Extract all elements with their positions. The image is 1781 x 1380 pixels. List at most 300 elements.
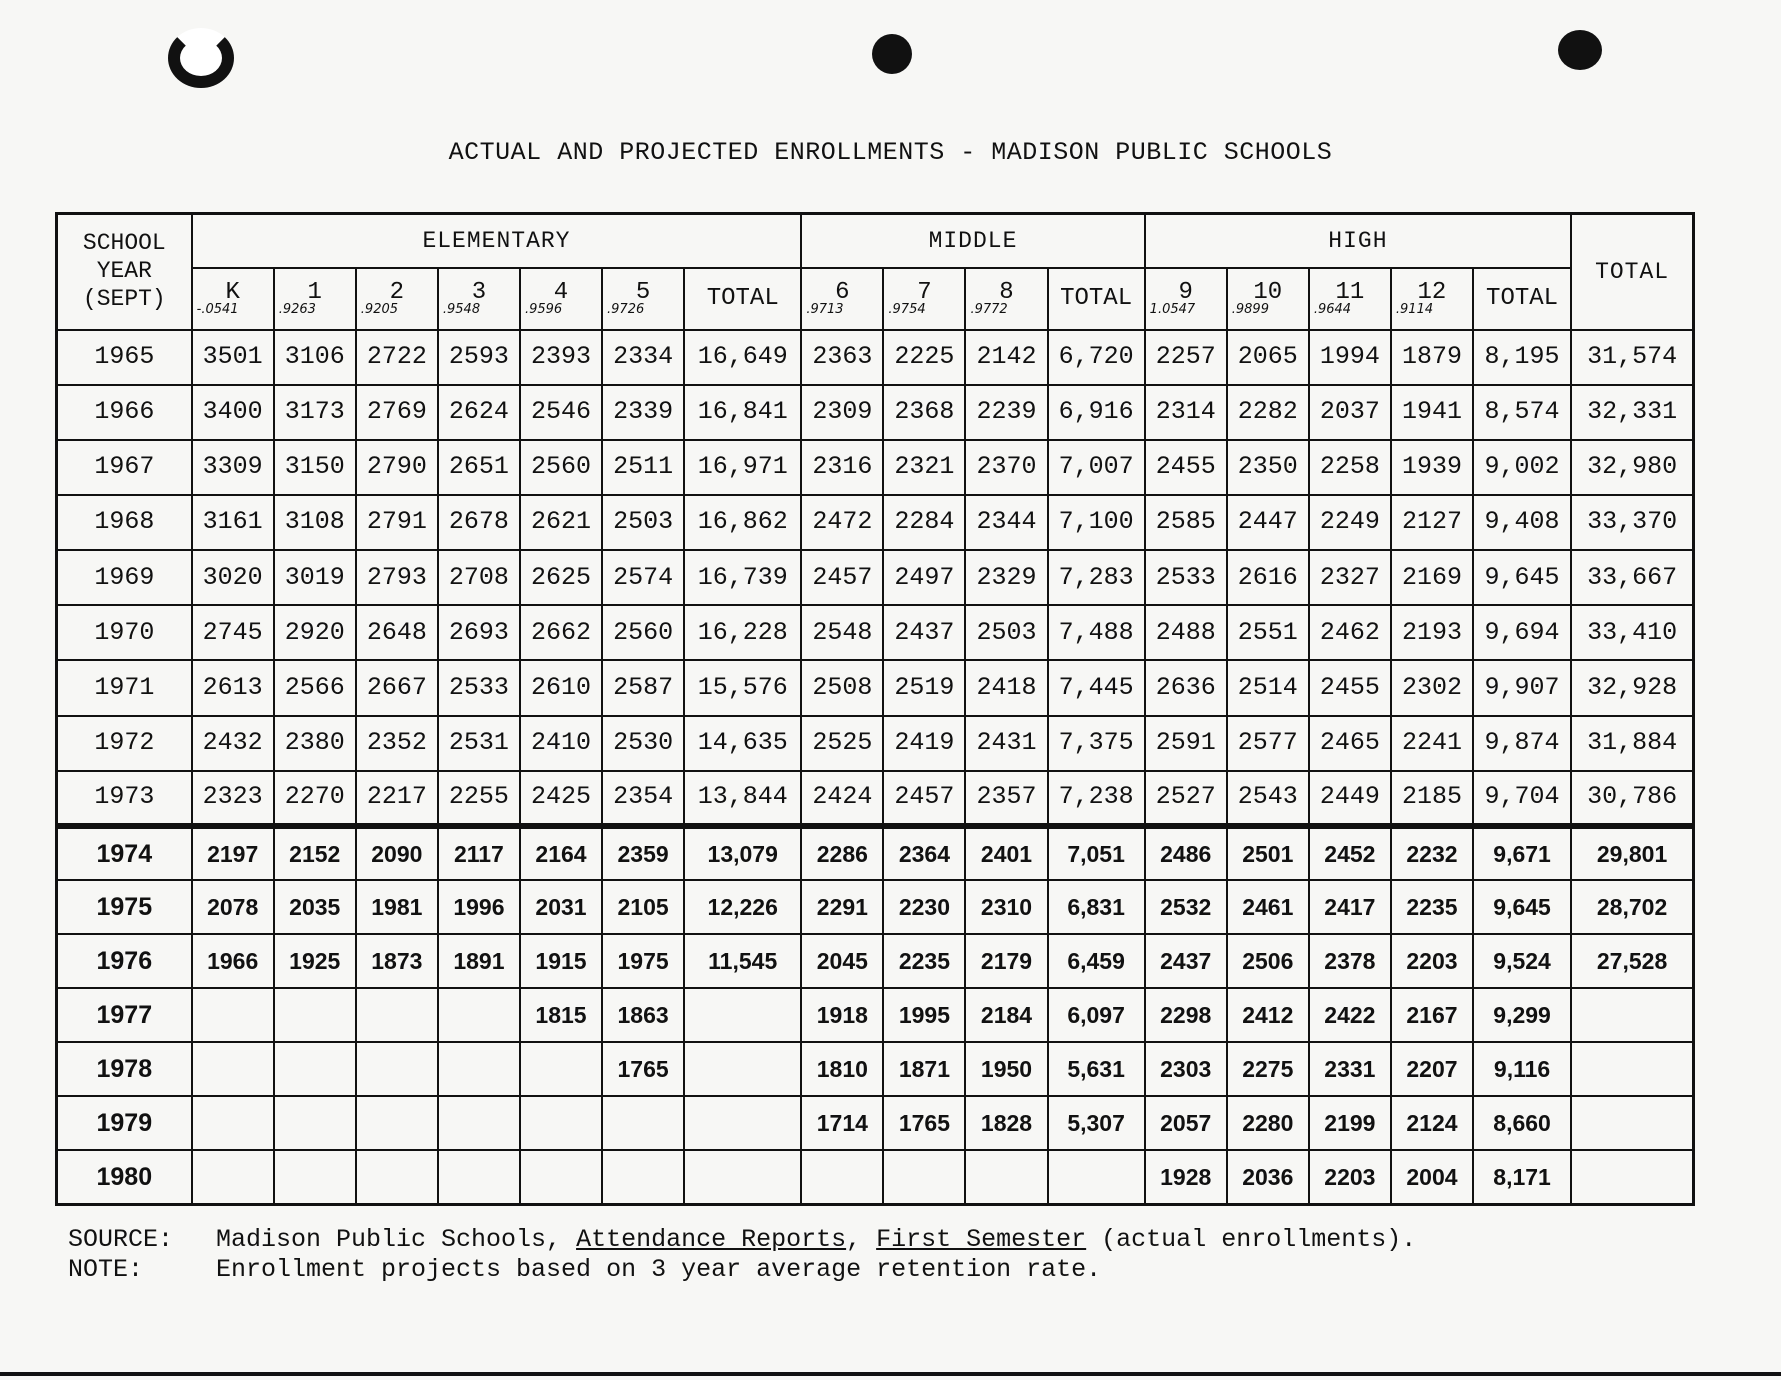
punch-hole-left <box>168 28 234 88</box>
enrollment-cell: 3501 <box>192 330 274 385</box>
enrollment-cell: 2334 <box>602 330 684 385</box>
enrollment-cell: 2323 <box>192 771 274 826</box>
enrollment-cell: 27,528 <box>1571 934 1693 988</box>
enrollment-cell: 1994 <box>1309 330 1391 385</box>
school-year-cell: 1968 <box>57 495 192 550</box>
enrollment-cell: 2418 <box>965 660 1047 715</box>
enrollment-cell: 2722 <box>356 330 438 385</box>
enrollment-cell: 2455 <box>1309 660 1391 715</box>
retention-rate: .9772 <box>970 302 1008 318</box>
enrollment-cell <box>1571 988 1693 1042</box>
enrollment-cell: 2587 <box>602 660 684 715</box>
enrollment-cell: 2239 <box>965 385 1047 440</box>
enrollment-cell: 9,671 <box>1473 826 1571 880</box>
retention-rate: .9596 <box>524 302 563 318</box>
enrollment-cell: 1871 <box>883 1042 965 1096</box>
enrollment-cell: 2527 <box>1145 771 1227 826</box>
enrollment-cell: 2560 <box>602 605 684 660</box>
enrollment-cell: 1765 <box>883 1096 965 1150</box>
school-year-cell: 1969 <box>57 550 192 605</box>
enrollment-cell: 2282 <box>1227 385 1309 440</box>
enrollment-cell: 8,660 <box>1473 1096 1571 1150</box>
enrollment-cell: 2380 <box>274 716 356 771</box>
enrollment-cell <box>801 1150 883 1204</box>
enrollment-cell: 2359 <box>602 826 684 880</box>
enrollment-cell: 2497 <box>883 550 965 605</box>
enrollment-cell: 2419 <box>883 716 965 771</box>
grade-header <box>274 268 356 330</box>
table-row <box>57 771 1694 826</box>
grade-header <box>1309 268 1391 330</box>
enrollment-cell: 2310 <box>965 880 1047 934</box>
enrollment-cell <box>192 1096 274 1150</box>
enrollment-cell: 2465 <box>1309 716 1391 771</box>
school-year-cell: 1976 <box>57 934 192 988</box>
enrollment-cell: 33,667 <box>1571 550 1693 605</box>
enrollment-cell: 2525 <box>801 716 883 771</box>
enrollment-cell: 2309 <box>801 385 883 440</box>
enrollment-cell: 2357 <box>965 771 1047 826</box>
enrollment-cell: 2532 <box>1145 880 1227 934</box>
enrollment-cell: 1966 <box>192 934 274 988</box>
enrollment-cell: 2036 <box>1227 1150 1309 1204</box>
footnotes <box>68 1225 1416 1285</box>
table-row <box>57 716 1694 771</box>
source-suffix: (actual enrollments). <box>1086 1225 1417 1254</box>
enrollment-cell: 2303 <box>1145 1042 1227 1096</box>
retention-rate: 1.0547 <box>1149 302 1196 318</box>
enrollment-cell <box>520 1042 602 1096</box>
retention-rate: .9644 <box>1313 302 1352 318</box>
source-attendance-reports: Attendance Reports <box>576 1225 847 1254</box>
enrollment-cell: 2455 <box>1145 440 1227 495</box>
enrollment-cell: 13,079 <box>684 826 801 880</box>
school-year-cell: 1967 <box>57 440 192 495</box>
subtotal-header <box>1473 268 1571 330</box>
enrollment-cell: 2302 <box>1391 660 1473 715</box>
source-label: SOURCE: <box>68 1225 174 1254</box>
enrollment-cell <box>684 988 801 1042</box>
enrollment-cell: 15,576 <box>684 660 801 715</box>
enrollment-cell: 9,704 <box>1473 771 1571 826</box>
school-year-cell: 1974 <box>57 826 192 880</box>
enrollment-cell: 2152 <box>274 826 356 880</box>
enrollment-cell: 2378 <box>1309 934 1391 988</box>
table-row <box>57 605 1694 660</box>
enrollment-cell: 2321 <box>883 440 965 495</box>
enrollment-cell: 2329 <box>965 550 1047 605</box>
enrollment-cell: 9,002 <box>1473 440 1571 495</box>
enrollment-cell: 2530 <box>602 716 684 771</box>
enrollment-cell: 9,116 <box>1473 1042 1571 1096</box>
grade-label: 6 <box>835 279 850 307</box>
enrollment-cell: 2370 <box>965 440 1047 495</box>
grade-header <box>1227 268 1309 330</box>
enrollment-cell: 2533 <box>438 660 520 715</box>
enrollment-cell: 2045 <box>801 934 883 988</box>
school-year-header-line: (SEPT) <box>82 285 166 312</box>
enrollment-cell: 1828 <box>965 1096 1047 1150</box>
enrollment-cell: 2546 <box>520 385 602 440</box>
enrollment-cell: 8,171 <box>1473 1150 1571 1204</box>
grade-label: 2 <box>389 279 405 307</box>
page-title: ACTUAL AND PROJECTED ENROLLMENTS - MADISON PUBLIC SCHOOLS <box>448 138 1333 167</box>
enrollment-cell: 2452 <box>1309 826 1391 880</box>
enrollment-cell: 2179 <box>965 934 1047 988</box>
enrollment-cell: 2184 <box>965 988 1047 1042</box>
enrollment-cell: 16,841 <box>684 385 801 440</box>
enrollment-cell <box>192 1042 274 1096</box>
enrollment-cell: 2232 <box>1391 826 1473 880</box>
enrollment-cell: 2920 <box>274 605 356 660</box>
enrollment-cell: 2401 <box>965 826 1047 880</box>
enrollment-cell: 2577 <box>1227 716 1309 771</box>
enrollment-cell: 2090 <box>356 826 438 880</box>
school-year-cell: 1971 <box>57 660 192 715</box>
enrollment-cell: 3108 <box>274 495 356 550</box>
enrollment-cell: 7,283 <box>1048 550 1145 605</box>
high-group-header: HIGH <box>1145 214 1571 268</box>
enrollment-cell: 2235 <box>883 934 965 988</box>
enrollment-cell: 2508 <box>801 660 883 715</box>
retention-rate: -.0541 <box>196 302 239 318</box>
enrollment-cell: 7,488 <box>1048 605 1145 660</box>
enrollment-cell: 7,238 <box>1048 771 1145 826</box>
enrollment-cell: 2613 <box>192 660 274 715</box>
source-first-semester: First Semester <box>876 1225 1087 1254</box>
enrollment-cell: 32,331 <box>1571 385 1693 440</box>
enrollment-cell: 2790 <box>356 440 438 495</box>
table-row <box>57 1150 1694 1204</box>
enrollment-cell: 2511 <box>602 440 684 495</box>
enrollment-cell: 3173 <box>274 385 356 440</box>
grade-header <box>965 268 1047 330</box>
table-row <box>57 1096 1694 1150</box>
method-note <box>68 1255 1416 1285</box>
school-year-header-line: SCHOOL <box>82 230 166 257</box>
enrollment-cell: 2585 <box>1145 495 1227 550</box>
enrollment-cell: 31,884 <box>1571 716 1693 771</box>
enrollment-cell: 1765 <box>602 1042 684 1096</box>
enrollment-cell <box>356 988 438 1042</box>
enrollment-cell <box>684 1150 801 1204</box>
enrollment-cell: 2004 <box>1391 1150 1473 1204</box>
grade-label: TOTAL <box>706 284 779 312</box>
enrollment-cell: 2193 <box>1391 605 1473 660</box>
source-note <box>68 1225 1416 1255</box>
enrollment-cell: 2280 <box>1227 1096 1309 1150</box>
retention-rate: .9548 <box>442 302 481 318</box>
enrollment-cell: 2410 <box>520 716 602 771</box>
enrollment-cell <box>274 1042 356 1096</box>
enrollment-cell: 2169 <box>1391 550 1473 605</box>
punch-hole-middle <box>872 34 912 74</box>
enrollment-cell: 2241 <box>1391 716 1473 771</box>
enrollment-cell: 11,545 <box>684 934 801 988</box>
bottom-rule <box>0 1372 1781 1376</box>
school-year-cell: 1973 <box>57 771 192 826</box>
enrollment-cell: 1891 <box>438 934 520 988</box>
enrollment-cell: 1863 <box>602 988 684 1042</box>
grade-label: 3 <box>471 279 487 307</box>
enrollment-cell <box>602 1150 684 1204</box>
enrollment-cell: 5,631 <box>1048 1042 1145 1096</box>
enrollment-cell: 3400 <box>192 385 274 440</box>
enrollment-cell: 2648 <box>356 605 438 660</box>
subtotal-header <box>1048 268 1145 330</box>
enrollment-cell: 2199 <box>1309 1096 1391 1150</box>
enrollment-cell: 2437 <box>883 605 965 660</box>
enrollment-cell: 1873 <box>356 934 438 988</box>
enrollment-cell: 5,307 <box>1048 1096 1145 1150</box>
enrollment-cell: 2230 <box>883 880 965 934</box>
retention-rate: .9726 <box>607 302 645 318</box>
table-row <box>57 826 1694 880</box>
enrollment-cell: 29,801 <box>1571 826 1693 880</box>
enrollment-cell <box>356 1096 438 1150</box>
enrollment-cell: 2531 <box>438 716 520 771</box>
enrollment-cell: 1950 <box>965 1042 1047 1096</box>
enrollment-cell <box>520 1096 602 1150</box>
enrollment-cell: 2257 <box>1145 330 1227 385</box>
school-year-header-line: YEAR <box>96 257 152 284</box>
table-row <box>57 934 1694 988</box>
enrollment-cell: 3161 <box>192 495 274 550</box>
enrollment-cell: 3106 <box>274 330 356 385</box>
enrollment-cell <box>520 1150 602 1204</box>
enrollment-cell: 2105 <box>602 880 684 934</box>
grade-header <box>438 268 520 330</box>
grade-label: 11 <box>1335 279 1365 307</box>
enrollment-cell: 2031 <box>520 880 602 934</box>
enrollment-cell: 14,635 <box>684 716 801 771</box>
grade-label: 5 <box>635 279 651 307</box>
enrollment-cell: 1981 <box>356 880 438 934</box>
enrollment-cell: 32,928 <box>1571 660 1693 715</box>
enrollment-cell: 2793 <box>356 550 438 605</box>
enrollment-cell: 7,100 <box>1048 495 1145 550</box>
enrollment-cell: 2393 <box>520 330 602 385</box>
enrollment-cell: 2591 <box>1145 716 1227 771</box>
enrollment-cell: 2249 <box>1309 495 1391 550</box>
enrollment-cell: 2449 <box>1309 771 1391 826</box>
enrollment-cell: 33,370 <box>1571 495 1693 550</box>
enrollment-cell: 2284 <box>883 495 965 550</box>
enrollment-cell: 2651 <box>438 440 520 495</box>
enrollment-cell: 1975 <box>602 934 684 988</box>
table-row <box>57 330 1694 385</box>
enrollment-cell: 2457 <box>883 771 965 826</box>
grade-label: K <box>225 279 240 307</box>
enrollment-cell: 2291 <box>801 880 883 934</box>
enrollment-cell: 2197 <box>192 826 274 880</box>
note-years: 3 <box>651 1255 667 1284</box>
enrollment-cell <box>192 1150 274 1204</box>
enrollment-cell: 9,694 <box>1473 605 1571 660</box>
enrollment-cell: 7,375 <box>1048 716 1145 771</box>
enrollment-cell: 2350 <box>1227 440 1309 495</box>
source-text: Madison Public Schools, <box>216 1225 577 1254</box>
enrollment-cell <box>684 1042 801 1096</box>
grade-header <box>520 268 602 330</box>
enrollment-cell: 2185 <box>1391 771 1473 826</box>
enrollment-cell <box>1571 1042 1693 1096</box>
enrollment-cell <box>684 1096 801 1150</box>
grade-header <box>602 268 684 330</box>
enrollment-cell: 2625 <box>520 550 602 605</box>
enrollment-cell: 1928 <box>1145 1150 1227 1204</box>
table-row <box>57 385 1694 440</box>
enrollment-cell: 9,524 <box>1473 934 1571 988</box>
enrollment-cell: 2270 <box>274 771 356 826</box>
enrollment-cell: 2745 <box>192 605 274 660</box>
enrollment-cell: 2255 <box>438 771 520 826</box>
enrollment-cell: 2501 <box>1227 826 1309 880</box>
school-year-cell: 1978 <box>57 1042 192 1096</box>
enrollment-cell: 2503 <box>602 495 684 550</box>
enrollment-cell <box>438 1096 520 1150</box>
enrollment-cell: 2447 <box>1227 495 1309 550</box>
enrollment-cell: 2506 <box>1227 934 1309 988</box>
enrollment-cell: 2363 <box>801 330 883 385</box>
enrollment-cell: 2621 <box>520 495 602 550</box>
enrollment-cell: 2142 <box>965 330 1047 385</box>
enrollment-cell: 32,980 <box>1571 440 1693 495</box>
enrollment-cell: 16,862 <box>684 495 801 550</box>
enrollment-cell: 2352 <box>356 716 438 771</box>
enrollment-cell: 2425 <box>520 771 602 826</box>
enrollment-cell: 2422 <box>1309 988 1391 1042</box>
enrollment-cell: 2275 <box>1227 1042 1309 1096</box>
enrollment-cell <box>274 1096 356 1150</box>
enrollment-cell: 2364 <box>883 826 965 880</box>
enrollment-cell: 1996 <box>438 880 520 934</box>
retention-rate: .9754 <box>888 302 926 318</box>
enrollment-cell: 9,645 <box>1473 880 1571 934</box>
grade-label: 8 <box>999 279 1014 307</box>
enrollment-cell: 2327 <box>1309 550 1391 605</box>
enrollment-cell: 2791 <box>356 495 438 550</box>
enrollment-cell: 2316 <box>801 440 883 495</box>
enrollment-cell <box>274 1150 356 1204</box>
enrollment-cell: 2217 <box>356 771 438 826</box>
enrollment-cell: 2593 <box>438 330 520 385</box>
enrollment-cell: 2417 <box>1309 880 1391 934</box>
grade-label: 9 <box>1178 279 1193 307</box>
enrollment-cell: 2472 <box>801 495 883 550</box>
enrollment-cell <box>883 1150 965 1204</box>
enrollment-cell: 2225 <box>883 330 965 385</box>
enrollment-cell <box>602 1096 684 1150</box>
enrollment-cell: 16,971 <box>684 440 801 495</box>
enrollment-cell: 2566 <box>274 660 356 715</box>
enrollment-cell: 13,844 <box>684 771 801 826</box>
note-label: NOTE: <box>68 1255 144 1284</box>
school-year-cell: 1972 <box>57 716 192 771</box>
enrollment-cell: 2488 <box>1145 605 1227 660</box>
enrollment-cell: 3150 <box>274 440 356 495</box>
retention-rate: .9713 <box>806 302 844 318</box>
retention-rate: .9114 <box>1395 302 1434 318</box>
enrollment-cell: 2203 <box>1391 934 1473 988</box>
note-suffix: year average retention rate. <box>666 1255 1102 1284</box>
enrollment-cell: 3309 <box>192 440 274 495</box>
school-year-cell: 1970 <box>57 605 192 660</box>
enrollment-cell: 2203 <box>1309 1150 1391 1204</box>
table-row <box>57 1042 1694 1096</box>
enrollment-cell: 2636 <box>1145 660 1227 715</box>
enrollment-cell: 1810 <box>801 1042 883 1096</box>
enrollment-cell: 2662 <box>520 605 602 660</box>
retention-rate: .9263 <box>278 302 316 318</box>
enrollment-cell: 2693 <box>438 605 520 660</box>
enrollment-cell: 6,916 <box>1048 385 1145 440</box>
enrollment-cell: 6,720 <box>1048 330 1145 385</box>
enrollment-cell: 2616 <box>1227 550 1309 605</box>
enrollment-cell: 2314 <box>1145 385 1227 440</box>
enrollment-cell: 6,831 <box>1048 880 1145 934</box>
enrollment-cell: 16,228 <box>684 605 801 660</box>
enrollment-cell: 9,408 <box>1473 495 1571 550</box>
enrollment-cell: 2368 <box>883 385 965 440</box>
enrollment-cell: 2678 <box>438 495 520 550</box>
enrollment-cell: 2258 <box>1309 440 1391 495</box>
enrollment-cell: 28,702 <box>1571 880 1693 934</box>
grade-label: 7 <box>917 279 932 307</box>
enrollment-cell: 2298 <box>1145 988 1227 1042</box>
enrollment-cell <box>1048 1150 1145 1204</box>
enrollment-cell <box>274 988 356 1042</box>
school-year-cell: 1965 <box>57 330 192 385</box>
elementary-group-header: ELEMENTARY <box>192 214 802 268</box>
source-separator: , <box>846 1225 877 1254</box>
enrollment-cell: 9,645 <box>1473 550 1571 605</box>
enrollment-cell: 2412 <box>1227 988 1309 1042</box>
retention-rate: .9899 <box>1231 302 1269 318</box>
note-text: Enrollment projects based on <box>216 1255 652 1284</box>
enrollment-cell: 1939 <box>1391 440 1473 495</box>
enrollment-cell: 7,007 <box>1048 440 1145 495</box>
enrollment-cell: 9,299 <box>1473 988 1571 1042</box>
enrollment-cell: 8,195 <box>1473 330 1571 385</box>
enrollment-cell: 2339 <box>602 385 684 440</box>
school-year-cell: 1977 <box>57 988 192 1042</box>
school-year-cell: 1980 <box>57 1150 192 1204</box>
enrollment-cell: 2503 <box>965 605 1047 660</box>
enrollment-cell: 2624 <box>438 385 520 440</box>
enrollment-cell: 2167 <box>1391 988 1473 1042</box>
enrollment-cell: 2574 <box>602 550 684 605</box>
enrollment-cell <box>356 1042 438 1096</box>
enrollment-cell: 1915 <box>520 934 602 988</box>
grade-header <box>883 268 965 330</box>
enrollment-cell: 2117 <box>438 826 520 880</box>
enrollment-cell <box>356 1150 438 1204</box>
middle-group-header: MIDDLE <box>801 214 1144 268</box>
table-row <box>57 440 1694 495</box>
enrollment-cell: 9,907 <box>1473 660 1571 715</box>
enrollment-cell: 33,410 <box>1571 605 1693 660</box>
enrollment-cell: 2354 <box>602 771 684 826</box>
enrollment-cell: 2424 <box>801 771 883 826</box>
enrollment-cell: 2065 <box>1227 330 1309 385</box>
enrollment-cell: 2519 <box>883 660 965 715</box>
enrollment-cell: 6,459 <box>1048 934 1145 988</box>
enrollment-cell <box>438 1150 520 1204</box>
enrollment-cell: 2207 <box>1391 1042 1473 1096</box>
school-year-cell: 1966 <box>57 385 192 440</box>
enrollment-cell <box>438 1042 520 1096</box>
